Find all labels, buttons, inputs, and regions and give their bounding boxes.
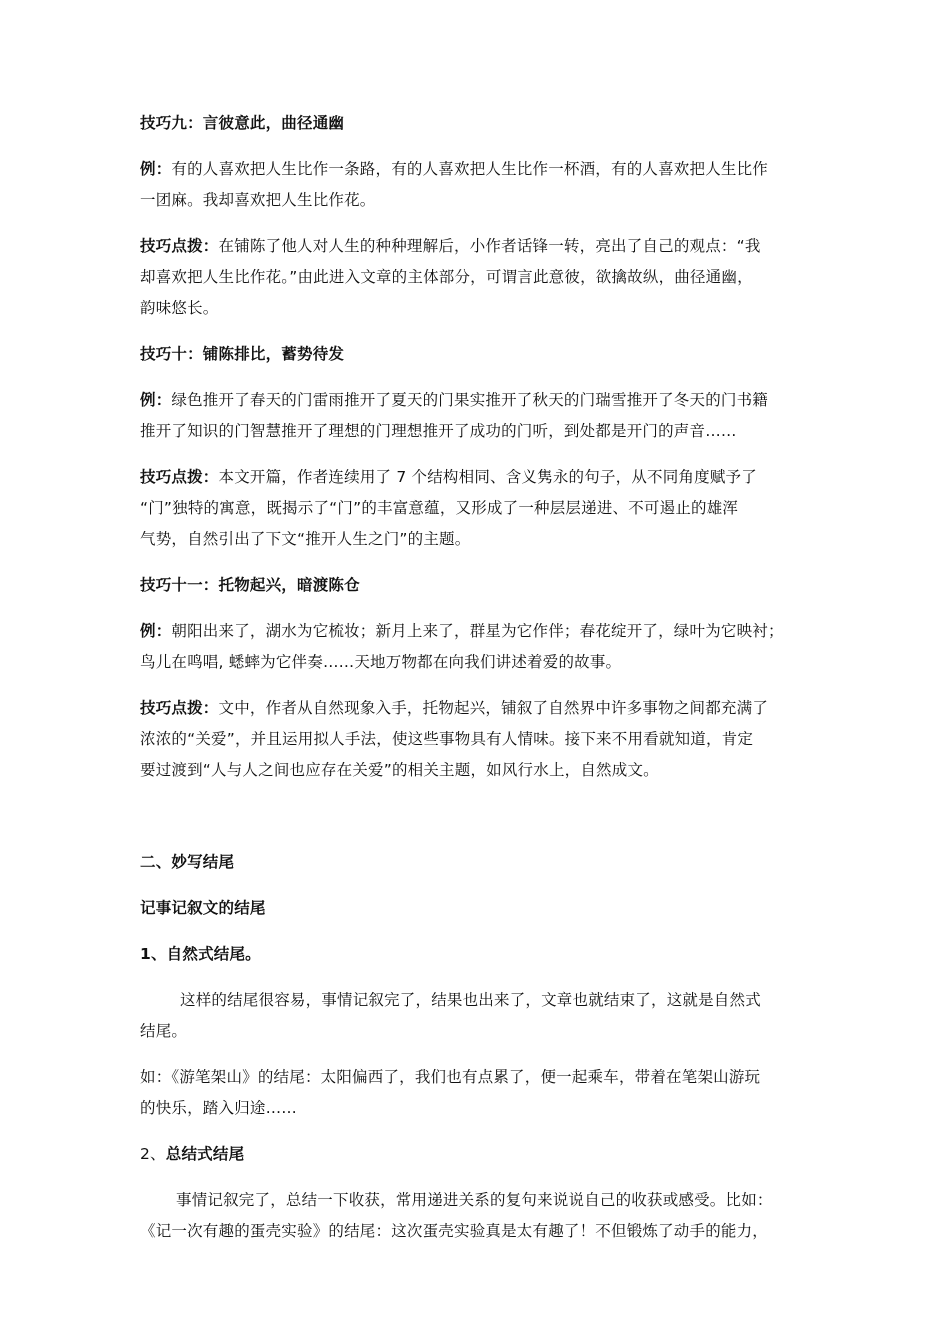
example-label: 例： xyxy=(140,391,172,409)
item-heading: 总结式结尾 xyxy=(165,1145,245,1163)
example-label: 例： xyxy=(140,160,172,178)
example-line: 的快乐，踏入归途…… xyxy=(140,1099,298,1117)
body-line: 《记一次有趣的蛋壳实验》的结尾：这次蛋壳实验真是太有趣了！不但锻炼了动手的能力， xyxy=(140,1222,769,1240)
section-heading: 技巧十：铺陈排比，蓄势待发 xyxy=(140,345,345,363)
item-number: 2、 xyxy=(140,1145,166,1163)
subheading: 记事记叙文的结尾 xyxy=(140,899,266,917)
item2-heading-block xyxy=(140,1139,830,1170)
tip-line: 却喜欢把人生比作花。”由此进入文章的主体部分，可谓言此意彼，欲擒故纵，曲径通幽， xyxy=(140,268,753,286)
example-line: 推开了知识的门智慧推开了理想的门理想推开了成功的门听，到处都是开门的声音…… xyxy=(140,422,737,440)
section-tip-10 xyxy=(140,339,830,370)
tip-label: 技巧点拨： xyxy=(140,237,219,255)
item1-body xyxy=(140,985,830,1047)
tip-paragraph xyxy=(140,462,830,555)
tip-line: 气势，自然引出了下文“推开人生之门”的主题。 xyxy=(140,530,471,548)
tip-line: 文中，作者从自然现象入手，托物起兴，铺叙了自然界中许多事物之间都充满了 xyxy=(218,699,769,717)
document-page xyxy=(140,108,830,1262)
tip-paragraph xyxy=(140,693,830,786)
tip-label: 技巧点拨： xyxy=(140,468,219,486)
part-heading: 二、妙写结尾 xyxy=(140,853,235,871)
example-label: 例： xyxy=(140,622,172,640)
example-line: 鸟儿在鸣唱, 蟋蟀为它伴奏……天地万物都在向我们讲述着爱的故事。 xyxy=(140,653,622,671)
body-line: 结尾。 xyxy=(140,1022,188,1040)
tip-line: 要过渡到“人与人之间也应存在关爱”的相关主题，如风行水上，自然成文。 xyxy=(140,761,659,779)
example-line: 绿色推开了春天的门雷雨推开了夏天的门果实推开了秋天的门瑞雪推开了冬天的门书籍 xyxy=(171,391,769,409)
part2-subheading-block xyxy=(140,893,830,924)
section-tip-11 xyxy=(140,570,830,601)
item1-heading-block xyxy=(140,939,830,970)
part2-heading-block xyxy=(140,847,830,878)
example-line: 朝阳出来了，湖水为它梳妆；新月上来了，群星为它作伴；春花绽开了，绿叶为它映衬； xyxy=(171,622,784,640)
item-heading: 1、自然式结尾。 xyxy=(140,945,261,963)
tip-paragraph xyxy=(140,231,830,324)
example-paragraph xyxy=(140,616,830,678)
section-tip-9 xyxy=(140,108,830,139)
example-paragraph xyxy=(140,154,830,216)
example-line: 一团麻。我却喜欢把人生比作花。 xyxy=(140,191,376,209)
example-paragraph xyxy=(140,385,830,447)
tip-line: 在铺陈了他人对人生的种种理解后，小作者话锋一转，亮出了自己的观点：“我 xyxy=(218,237,761,255)
item1-example xyxy=(140,1062,830,1124)
section-heading: 技巧九：言彼意此，曲径通幽 xyxy=(140,114,345,132)
item2-body xyxy=(140,1185,830,1247)
body-line: 这样的结尾很容易，事情记叙完了，结果也出来了，文章也就结束了，这就是自然式 xyxy=(180,991,761,1009)
example-line: 有的人喜欢把人生比作一条路，有的人喜欢把人生比作一杯酒，有的人喜欢把人生比作 xyxy=(171,160,769,178)
tip-line: 浓浓的“关爱”，并且运用拟人手法，使这些事物具有人情味。接下来不用看就知道，肯定 xyxy=(140,730,754,748)
example-line: 如：《游笔架山》的结尾：太阳偏西了，我们也有点累了，便一起乘车，带着在笔架山游玩 xyxy=(140,1068,761,1086)
tip-label: 技巧点拨： xyxy=(140,699,219,717)
body-line: 事情记叙完了，总结一下收获，常用递进关系的复句来说说自己的收获或感受。比如： xyxy=(176,1191,773,1209)
section-gap xyxy=(140,801,830,847)
tip-line: “门”独特的寓意，既揭示了“门”的丰富意蕴，又形成了一种层层递进、不可遏止的雄浑 xyxy=(140,499,739,517)
tip-line: 本文开篇，作者连续用了 7 个结构相同、含义隽永的句子，从不同角度赋予了 xyxy=(218,468,757,486)
tip-line: 韵味悠长。 xyxy=(140,299,219,317)
section-heading: 技巧十一：托物起兴，暗渡陈仓 xyxy=(140,576,360,594)
